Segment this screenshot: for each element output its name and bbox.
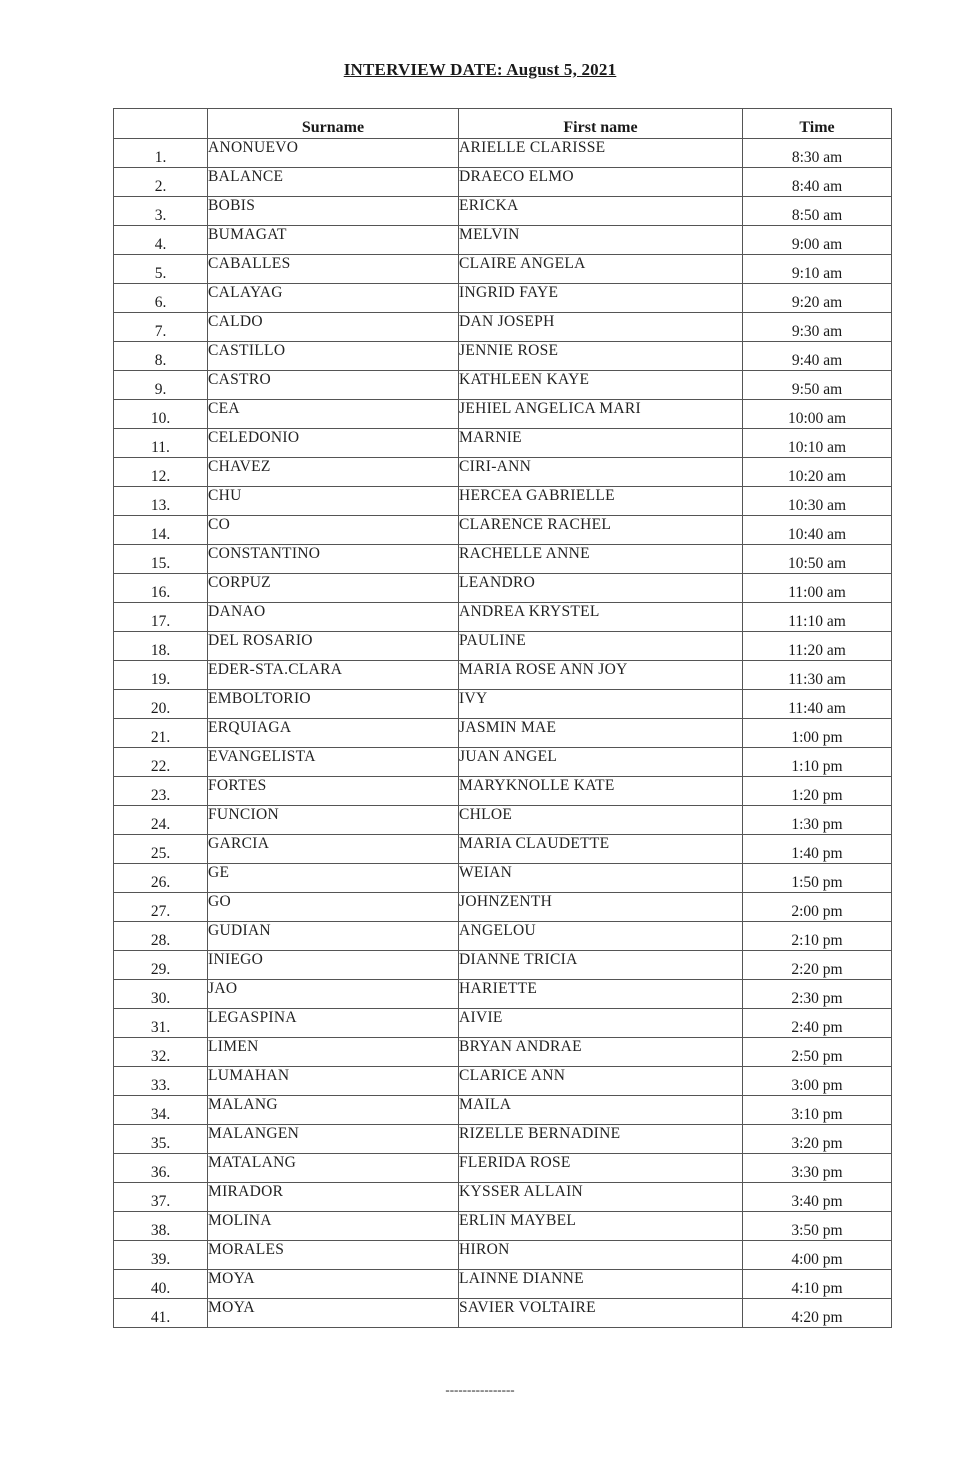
row-number: 28. xyxy=(114,922,208,951)
table-row xyxy=(114,545,892,574)
first-name-cell: INGRID FAYE xyxy=(459,284,743,313)
table-row xyxy=(114,806,892,835)
table-row xyxy=(114,951,892,980)
first-name-cell: ERICKA xyxy=(459,197,743,226)
surname-cell: BALANCE xyxy=(208,168,459,197)
surname-cell: CASTILLO xyxy=(208,342,459,371)
surname-cell: LEGASPINA xyxy=(208,1009,459,1038)
page-title: INTERVIEW DATE: August 5, 2021 xyxy=(343,60,617,79)
surname-cell: ANONUEVO xyxy=(208,139,459,168)
time-cell: 10:50 am xyxy=(743,545,892,574)
row-number: 6. xyxy=(114,284,208,313)
table-row xyxy=(114,371,892,400)
row-number: 9. xyxy=(114,371,208,400)
time-cell: 1:00 pm xyxy=(743,719,892,748)
time-cell: 8:40 am xyxy=(743,168,892,197)
time-cell: 9:20 am xyxy=(743,284,892,313)
time-cell: 3:00 pm xyxy=(743,1067,892,1096)
row-number: 41. xyxy=(114,1299,208,1328)
header-time: Time xyxy=(743,109,892,139)
first-name-cell: HIRON xyxy=(459,1241,743,1270)
table-row xyxy=(114,1270,892,1299)
table-row xyxy=(114,661,892,690)
row-number: 8. xyxy=(114,342,208,371)
table-row xyxy=(114,690,892,719)
time-cell: 1:50 pm xyxy=(743,864,892,893)
first-name-cell: DRAECO ELMO xyxy=(459,168,743,197)
first-name-cell: ERLIN MAYBEL xyxy=(459,1212,743,1241)
table-row xyxy=(114,226,892,255)
surname-cell: GARCIA xyxy=(208,835,459,864)
time-cell: 3:40 pm xyxy=(743,1183,892,1212)
surname-cell: FUNCION xyxy=(208,806,459,835)
first-name-cell: ANDREA KRYSTEL xyxy=(459,603,743,632)
first-name-cell: RIZELLE BERNADINE xyxy=(459,1125,743,1154)
surname-cell: MIRADOR xyxy=(208,1183,459,1212)
table-row xyxy=(114,603,892,632)
time-cell: 11:20 am xyxy=(743,632,892,661)
first-name-cell: ANGELOU xyxy=(459,922,743,951)
row-number: 39. xyxy=(114,1241,208,1270)
row-number: 12. xyxy=(114,458,208,487)
time-cell: 1:40 pm xyxy=(743,835,892,864)
time-cell: 1:20 pm xyxy=(743,777,892,806)
table-body xyxy=(114,139,892,1328)
table-row xyxy=(114,400,892,429)
surname-cell: CHU xyxy=(208,487,459,516)
time-cell: 11:40 am xyxy=(743,690,892,719)
table-row xyxy=(114,197,892,226)
first-name-cell: MARYKNOLLE KATE xyxy=(459,777,743,806)
row-number: 19. xyxy=(114,661,208,690)
first-name-cell: DAN JOSEPH xyxy=(459,313,743,342)
table-row xyxy=(114,748,892,777)
time-cell: 2:50 pm xyxy=(743,1038,892,1067)
first-name-cell: DIANNE TRICIA xyxy=(459,951,743,980)
surname-cell: GE xyxy=(208,864,459,893)
table-row xyxy=(114,922,892,951)
row-number: 7. xyxy=(114,313,208,342)
table-row xyxy=(114,516,892,545)
header-first-name: First name xyxy=(459,109,743,139)
time-cell: 11:30 am xyxy=(743,661,892,690)
row-number: 17. xyxy=(114,603,208,632)
row-number: 2. xyxy=(114,168,208,197)
row-number: 5. xyxy=(114,255,208,284)
surname-cell: MOYA xyxy=(208,1270,459,1299)
time-cell: 3:10 pm xyxy=(743,1096,892,1125)
table-row xyxy=(114,980,892,1009)
row-number: 24. xyxy=(114,806,208,835)
row-number: 31. xyxy=(114,1009,208,1038)
page-footer-divider: ---------------- xyxy=(445,1382,515,1397)
table-row xyxy=(114,313,892,342)
surname-cell: CALDO xyxy=(208,313,459,342)
row-number: 30. xyxy=(114,980,208,1009)
surname-cell: MATALANG xyxy=(208,1154,459,1183)
table-row xyxy=(114,1096,892,1125)
time-cell: 10:20 am xyxy=(743,458,892,487)
time-cell: 9:50 am xyxy=(743,371,892,400)
surname-cell: LIMEN xyxy=(208,1038,459,1067)
surname-cell: DEL ROSARIO xyxy=(208,632,459,661)
surname-cell: BOBIS xyxy=(208,197,459,226)
first-name-cell: HARIETTE xyxy=(459,980,743,1009)
first-name-cell: KYSSER ALLAIN xyxy=(459,1183,743,1212)
surname-cell: CALAYAG xyxy=(208,284,459,313)
first-name-cell: CLARICE ANN xyxy=(459,1067,743,1096)
table-row xyxy=(114,1009,892,1038)
first-name-cell: JASMIN MAE xyxy=(459,719,743,748)
table-row xyxy=(114,342,892,371)
surname-cell: CO xyxy=(208,516,459,545)
row-number: 16. xyxy=(114,574,208,603)
row-number: 13. xyxy=(114,487,208,516)
row-number: 14. xyxy=(114,516,208,545)
first-name-cell: CHLOE xyxy=(459,806,743,835)
row-number: 22. xyxy=(114,748,208,777)
surname-cell: EVANGELISTA xyxy=(208,748,459,777)
surname-cell: CABALLES xyxy=(208,255,459,284)
first-name-cell: HERCEA GABRIELLE xyxy=(459,487,743,516)
time-cell: 9:10 am xyxy=(743,255,892,284)
surname-cell: MOLINA xyxy=(208,1212,459,1241)
first-name-cell: WEIAN xyxy=(459,864,743,893)
surname-cell: GO xyxy=(208,893,459,922)
row-number: 21. xyxy=(114,719,208,748)
time-cell: 9:00 am xyxy=(743,226,892,255)
row-number: 4. xyxy=(114,226,208,255)
table-row xyxy=(114,1038,892,1067)
table-row xyxy=(114,139,892,168)
table-row xyxy=(114,487,892,516)
surname-cell: EMBOLTORIO xyxy=(208,690,459,719)
table-row xyxy=(114,1154,892,1183)
row-number: 10. xyxy=(114,400,208,429)
first-name-cell: LAINNE DIANNE xyxy=(459,1270,743,1299)
table-row xyxy=(114,893,892,922)
first-name-cell: CIRI-ANN xyxy=(459,458,743,487)
time-cell: 11:10 am xyxy=(743,603,892,632)
table-header-row xyxy=(114,109,892,139)
time-cell: 2:10 pm xyxy=(743,922,892,951)
surname-cell: MALANGEN xyxy=(208,1125,459,1154)
time-cell: 8:30 am xyxy=(743,139,892,168)
time-cell: 10:10 am xyxy=(743,429,892,458)
surname-cell: MALANG xyxy=(208,1096,459,1125)
surname-cell: INIEGO xyxy=(208,951,459,980)
surname-cell: CASTRO xyxy=(208,371,459,400)
surname-cell: CEA xyxy=(208,400,459,429)
table-row xyxy=(114,777,892,806)
time-cell: 3:50 pm xyxy=(743,1212,892,1241)
row-number: 34. xyxy=(114,1096,208,1125)
time-cell: 2:30 pm xyxy=(743,980,892,1009)
row-number: 36. xyxy=(114,1154,208,1183)
table-row xyxy=(114,574,892,603)
surname-cell: BUMAGAT xyxy=(208,226,459,255)
first-name-cell: SAVIER VOLTAIRE xyxy=(459,1299,743,1328)
time-cell: 10:30 am xyxy=(743,487,892,516)
first-name-cell: BRYAN ANDRAE xyxy=(459,1038,743,1067)
row-number: 23. xyxy=(114,777,208,806)
time-cell: 11:00 am xyxy=(743,574,892,603)
time-cell: 2:20 pm xyxy=(743,951,892,980)
row-number: 27. xyxy=(114,893,208,922)
first-name-cell: MARIA CLAUDETTE xyxy=(459,835,743,864)
time-cell: 1:10 pm xyxy=(743,748,892,777)
table-row xyxy=(114,1299,892,1328)
first-name-cell: MELVIN xyxy=(459,226,743,255)
time-cell: 9:40 am xyxy=(743,342,892,371)
surname-cell: GUDIAN xyxy=(208,922,459,951)
row-number: 37. xyxy=(114,1183,208,1212)
row-number: 20. xyxy=(114,690,208,719)
table-row xyxy=(114,168,892,197)
first-name-cell: KATHLEEN KAYE xyxy=(459,371,743,400)
table-row xyxy=(114,864,892,893)
row-number: 11. xyxy=(114,429,208,458)
table-row xyxy=(114,835,892,864)
surname-cell: LUMAHAN xyxy=(208,1067,459,1096)
time-cell: 4:10 pm xyxy=(743,1270,892,1299)
time-cell: 4:20 pm xyxy=(743,1299,892,1328)
surname-cell: CONSTANTINO xyxy=(208,545,459,574)
first-name-cell: MAILA xyxy=(459,1096,743,1125)
table-row xyxy=(114,1183,892,1212)
surname-cell: CELEDONIO xyxy=(208,429,459,458)
row-number: 40. xyxy=(114,1270,208,1299)
time-cell: 2:40 pm xyxy=(743,1009,892,1038)
time-cell: 1:30 pm xyxy=(743,806,892,835)
surname-cell: MORALES xyxy=(208,1241,459,1270)
time-cell: 3:30 pm xyxy=(743,1154,892,1183)
first-name-cell: JUAN ANGEL xyxy=(459,748,743,777)
header-surname: Surname xyxy=(208,109,459,139)
first-name-cell: FLERIDA ROSE xyxy=(459,1154,743,1183)
table-row xyxy=(114,1241,892,1270)
surname-cell: CORPUZ xyxy=(208,574,459,603)
first-name-cell: IVY xyxy=(459,690,743,719)
time-cell: 10:00 am xyxy=(743,400,892,429)
time-cell: 8:50 am xyxy=(743,197,892,226)
first-name-cell: ARIELLE CLARISSE xyxy=(459,139,743,168)
first-name-cell: PAULINE xyxy=(459,632,743,661)
row-number: 38. xyxy=(114,1212,208,1241)
table-row xyxy=(114,719,892,748)
time-cell: 2:00 pm xyxy=(743,893,892,922)
table-row xyxy=(114,632,892,661)
time-cell: 10:40 am xyxy=(743,516,892,545)
first-name-cell: MARIA ROSE ANN JOY xyxy=(459,661,743,690)
surname-cell: MOYA xyxy=(208,1299,459,1328)
row-number: 3. xyxy=(114,197,208,226)
table-row xyxy=(114,1212,892,1241)
row-number: 15. xyxy=(114,545,208,574)
row-number: 33. xyxy=(114,1067,208,1096)
surname-cell: EDER-STA.CLARA xyxy=(208,661,459,690)
surname-cell: DANAO xyxy=(208,603,459,632)
first-name-cell: MARNIE xyxy=(459,429,743,458)
surname-cell: ERQUIAGA xyxy=(208,719,459,748)
row-number: 25. xyxy=(114,835,208,864)
row-number: 26. xyxy=(114,864,208,893)
row-number: 1. xyxy=(114,139,208,168)
table-row xyxy=(114,1067,892,1096)
first-name-cell: JOHNZENTH xyxy=(459,893,743,922)
row-number: 35. xyxy=(114,1125,208,1154)
row-number: 32. xyxy=(114,1038,208,1067)
surname-cell: CHAVEZ xyxy=(208,458,459,487)
first-name-cell: JEHIEL ANGELICA MARI xyxy=(459,400,743,429)
header-number xyxy=(114,109,208,139)
first-name-cell: CLAIRE ANGELA xyxy=(459,255,743,284)
table-row xyxy=(114,458,892,487)
first-name-cell: RACHELLE ANNE xyxy=(459,545,743,574)
surname-cell: JAO xyxy=(208,980,459,1009)
table-row xyxy=(114,429,892,458)
interview-schedule-table xyxy=(113,108,892,1328)
time-cell: 9:30 am xyxy=(743,313,892,342)
table-row xyxy=(114,284,892,313)
first-name-cell: AIVIE xyxy=(459,1009,743,1038)
first-name-cell: CLARENCE RACHEL xyxy=(459,516,743,545)
table-row xyxy=(114,1125,892,1154)
time-cell: 4:00 pm xyxy=(743,1241,892,1270)
first-name-cell: LEANDRO xyxy=(459,574,743,603)
time-cell: 3:20 pm xyxy=(743,1125,892,1154)
row-number: 18. xyxy=(114,632,208,661)
surname-cell: FORTES xyxy=(208,777,459,806)
first-name-cell: JENNIE ROSE xyxy=(459,342,743,371)
table-row xyxy=(114,255,892,284)
row-number: 29. xyxy=(114,951,208,980)
